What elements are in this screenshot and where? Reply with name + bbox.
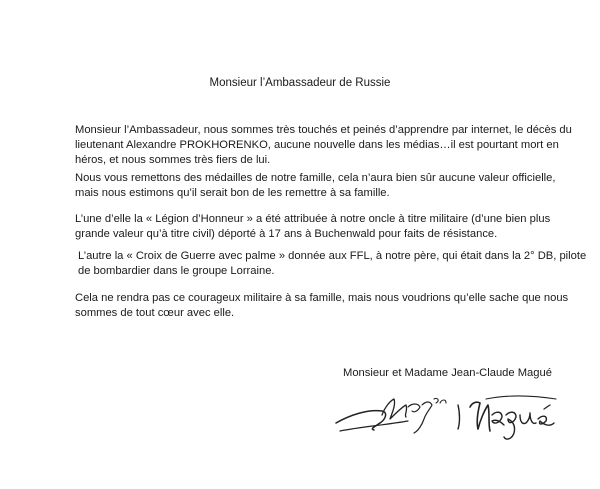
paragraph-3 — [75, 212, 551, 242]
paragraph-line: mais nous estimons qu’il serait bon de les remettre à sa famille. — [75, 186, 390, 199]
paragraph-5 — [75, 291, 569, 321]
paragraph-line: lieutenant Alexandre PROKHORENKO, aucune nouvelle dans les médias…il est pourtant mort en — [75, 138, 559, 151]
paragraph-4 — [78, 249, 587, 279]
paragraph-line: L’autre la « Croix de Guerre avec palme » donnée aux FFL, à notre père, qui était dans la 2° DB, pilote — [78, 250, 587, 262]
paragraph-line: de bombardier dans le groupe Lorraine. — [78, 264, 275, 277]
paragraph-line: sommes de tout cœur avec elle. — [75, 306, 235, 319]
letter-title: Monsieur l’Ambassadeur de Russie — [209, 77, 391, 89]
paragraph-2 — [75, 171, 556, 201]
paragraph-line: Nous vous remettons des médailles de notre famille, cela n’aura bien sûr aucune valeur officielle, — [75, 172, 556, 184]
paragraph-line: L’une d’elle la « Légion d’Honneur » a été attribuée à notre oncle à titre militaire (d’une bien plus — [75, 213, 551, 225]
paragraph-line: grande valeur qu’à titre civil) déporté à 17 ans à Buchenwald pour faits de résistance. — [75, 227, 498, 240]
paragraph-line: Monsieur l’Ambassadeur, nous sommes très touchés et peinés d’apprendre par internet, le décès du — [75, 124, 572, 136]
handwritten-signature-icon — [330, 385, 570, 455]
paragraph-1 — [75, 123, 572, 167]
paragraph-line: héros, et nous sommes très fiers de lui. — [75, 153, 271, 166]
paragraph-line: Cela ne rendra pas ce courageux militaire à sa famille, mais nous voudrions qu’elle sache que nous — [75, 292, 569, 304]
closing-signatories: Monsieur et Madame Jean-Claude Magué — [343, 367, 552, 379]
